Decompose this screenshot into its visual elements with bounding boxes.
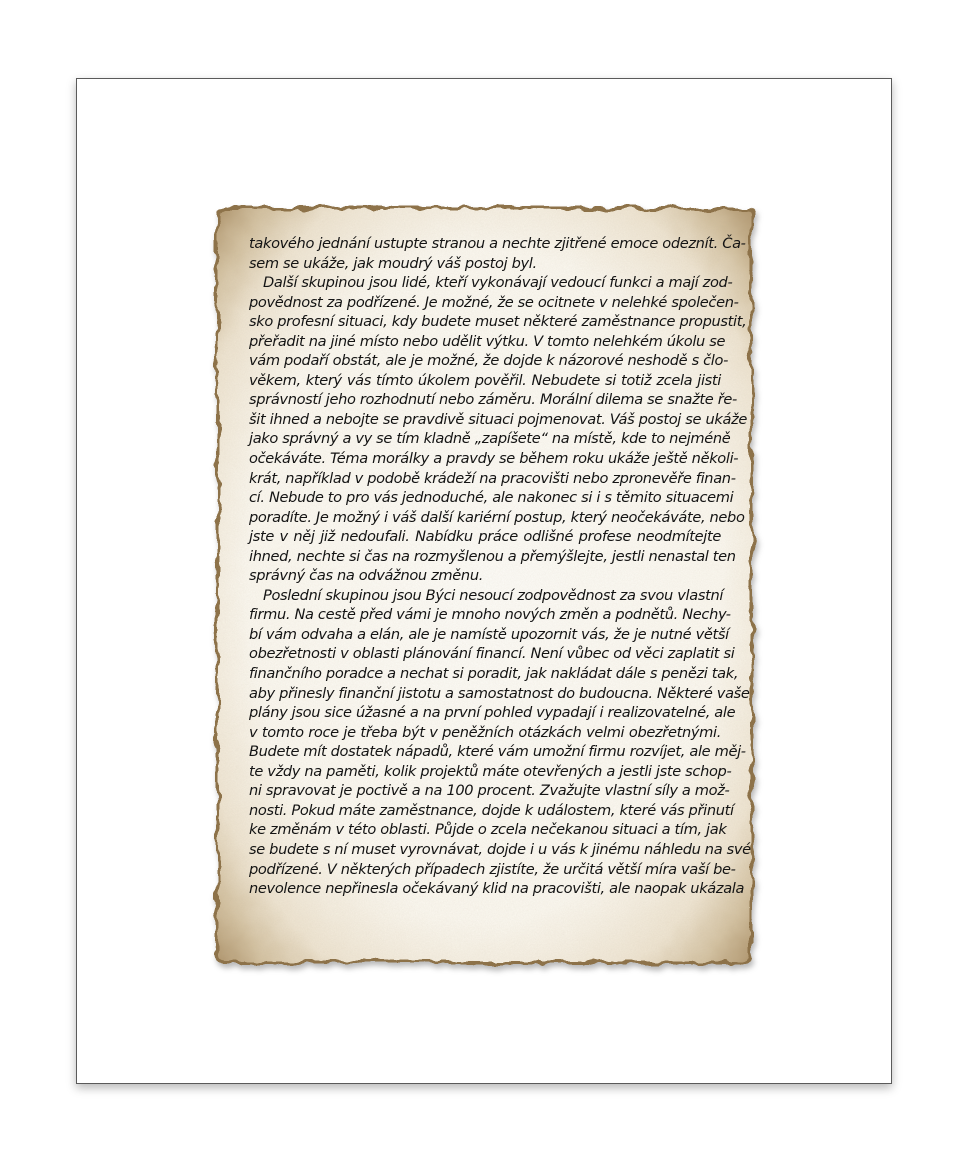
text-line: plány jsou sice úžasné a na první pohled vypadají i realizovatelné, ale	[249, 704, 736, 722]
text-line: jste v něj již nedoufali. Nabídku práce odlišné profese neodmítejte	[249, 528, 721, 546]
text-line: přeřadit na jiné místo nebo udělit výtku. V tomto nelehkém úkolu se	[249, 332, 726, 350]
text-line: šit ihned a nebojte se pravdivě situaci pojmenovat. Váš postoj se ukáže	[249, 410, 748, 428]
text-line: podřízené. V některých případech zjistíte, že určitá větší míra vaší be-	[249, 860, 736, 878]
text-line: ni spravovat je poctivě a na 100 procent. Zvažujte vlastní síly a mož-	[249, 782, 730, 800]
text-line: ke změnám v této oblasti. Půjde o zcela nečekanou situaci a tím, jak	[249, 821, 727, 839]
book-text	[249, 234, 751, 899]
text-line: te vždy na paměti, kolik projektů máte otevřených a jestli jste schop-	[249, 762, 732, 780]
text-line: sem se ukáže, jak moudrý váš postoj byl.	[249, 254, 537, 272]
text-line: Další skupinou jsou lidé, kteří vykonávají vedoucí funkci a mají zod-	[263, 274, 733, 292]
text-line: cí. Nebude to pro vás jednoduché, ale nakonec si i s těmito situacemi	[249, 489, 734, 507]
text-line: jako správný a vy se tím kladně „zapíšete“ na místě, kde to nejméně	[249, 430, 731, 448]
text-line: v tomto roce je třeba být v peněžních otázkách velmi obezřetnými.	[249, 723, 721, 741]
text-line: Poslední skupinou jsou Býci nesoucí zodpovědnost za svou vlastní	[263, 586, 724, 604]
text-line: nosti. Pokud máte zaměstnance, dojde k událostem, které vás přinutí	[249, 801, 734, 819]
text-line: správný čas na odvážnou změnu.	[249, 567, 484, 585]
text-line: bí vám odvaha a elán, ale je namístě upozornit vás, že je nutné větší	[249, 625, 729, 643]
paragraph	[249, 273, 748, 586]
text-line: aby přinesly finanční jistotu a samostatnost do budoucna. Některé vaše	[249, 684, 750, 702]
text-line: věkem, který vás tímto úkolem pověřil. Nebudete si totiž zcela jisti	[249, 371, 721, 389]
text-line: poradíte. Je možný i váš další kariérní postup, který neočekáváte, nebo	[249, 508, 745, 526]
text-line: krát, například v podobě krádeží na pracovišti nebo zpronevěře finan-	[249, 469, 736, 487]
text-line: nevolence nepřinesla očekávaný klid na pracovišti, ale naopak ukázala	[249, 880, 745, 898]
text-line: Budete mít dostatek nápadů, které vám umožní firmu rozvíjet, ale měj-	[249, 743, 746, 761]
text-line: správností jeho rozhodnutí nebo záměru. Morální dilema se snažte ře-	[249, 391, 737, 409]
paragraph	[249, 234, 746, 273]
text-line: se budete s ní muset vyrovnávat, dojde i u vás k jinému náhledu na své	[249, 840, 751, 858]
text-line: takového jednání ustupte stranou a nechte zjitřené emoce odeznít. Ča-	[249, 235, 746, 252]
text-line: ihned, nechte si čas na rozmyšlenou a přemýšlejte, jestli nenastal ten	[249, 547, 736, 565]
text-line: firmu. Na cestě před vámi je mnoho nových změn a podnětů. Nechy-	[249, 606, 731, 624]
text-line: očekáváte. Téma morálky a pravdy se během roku ukáže ještě několi-	[249, 450, 739, 468]
paragraph	[249, 586, 751, 899]
text-line: vám podaří obstát, ale je možné, že dojde k názorové neshodě s člo-	[249, 352, 729, 370]
text-line: obezřetnosti v oblasti plánování financí. Není vůbec od věci zaplatit si	[249, 645, 735, 663]
text-line: finančního poradce a nechat si poradit, jak nakládat dále s penězi tak,	[249, 665, 739, 683]
text-line: sko profesní situaci, kdy budete muset některé zaměstnance propustit,	[249, 313, 747, 331]
text-line: povědnost za podřízené. Je možné, že se ocitnete v nelehké společen-	[249, 293, 739, 311]
